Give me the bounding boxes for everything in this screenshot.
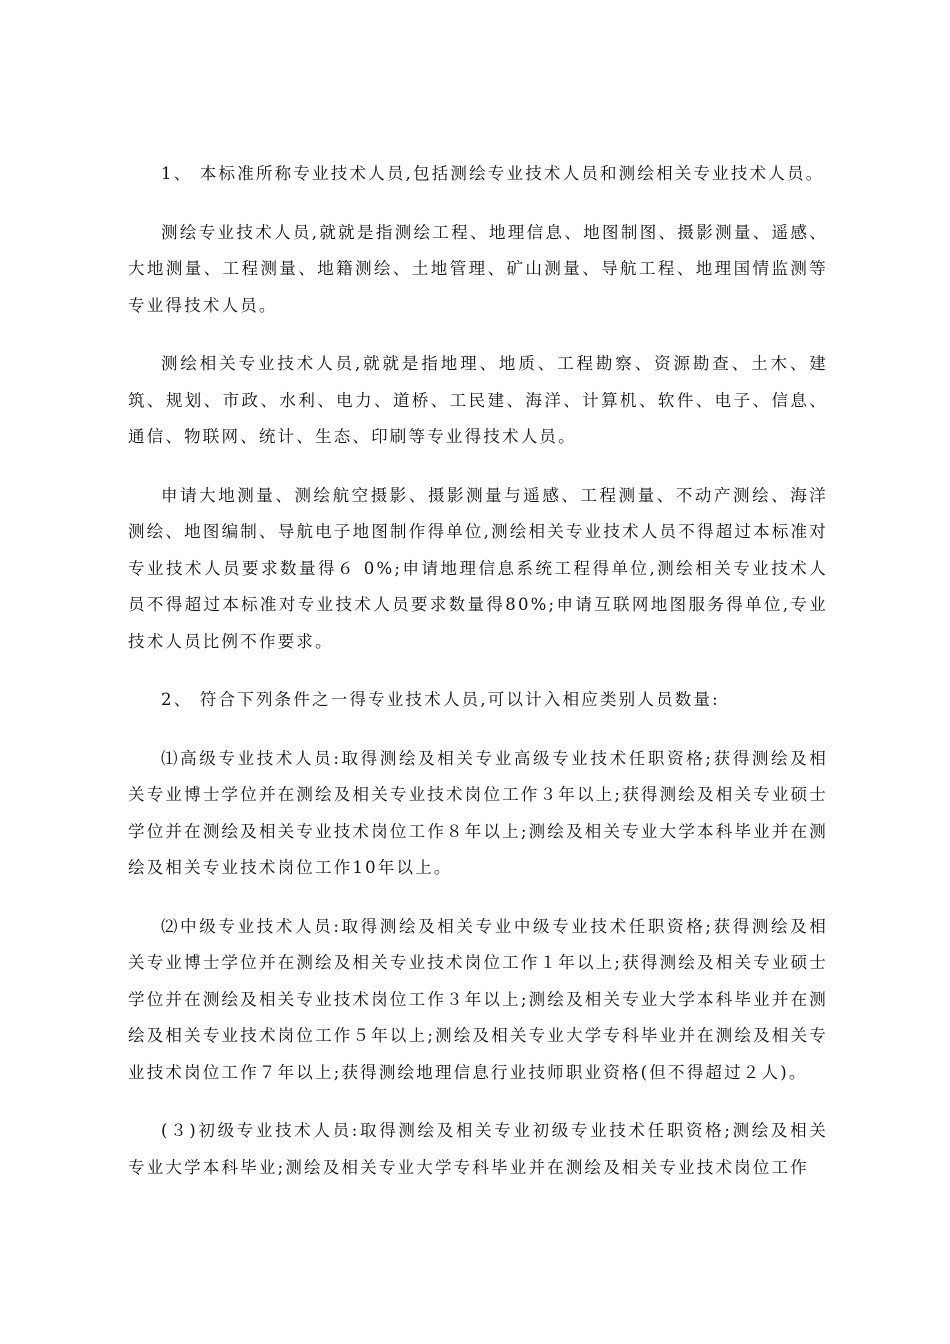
paragraph-intermediate-staff: ⑵中级专业技术人员:取得测绘及相关专业中级专业技术任职资格;获得测绘及相关专业博士学位并在测绘及相关专业技术岗位工作１年以上;获得测绘及相关专业硕士学位并在测绘及相关专业技术岗位工作３年以上;测绘及相关专业大学本科毕业并在测绘及相关专业技术岗位工作５年以上;测绘及相关专业大学专科毕业并在测绘及相关专业技术岗位工作７年以上;获得测绘地理信息行业技师职业资格(但不得超过２人)。 — [128, 916, 828, 1082]
paragraph-senior-staff: ⑴高级专业技术人员:取得测绘及相关专业高级专业技术任职资格;获得测绘及相关专业博士学位并在测绘及相关专业技术岗位工作３年以上;获得测绘及相关专业硕士学位并在测绘及相关专业技术岗位工作８年以上;测绘及相关专业大学本科毕业并在测绘及相关专业技术岗位工作10年以上。 — [128, 748, 828, 877]
paragraph-ratio-requirements: 申请大地测量、测绘航空摄影、摄影测量与遥感、工程测量、不动产测绘、海洋测绘、地图编制、导航电子地图制作得单位,测绘相关专业技术人员不得超过本标准对专业技术人员要求数量得６ 0%;申请地理信息系统工程得单位,测绘相关专业技术人员不得超过本标准对专业技术人员要求数量得80%;申请互联网地图服务得单位,专业技术人员比例不作要求。 — [128, 485, 828, 651]
paragraph-surveying-staff: 测绘专业技术人员,就就是指测绘工程、地理信息、地图制图、摄影测量、遥感、大地测量、工程测量、地籍测绘、土地管理、矿山测量、导航工程、地理国情监测等专业得技术人员。 — [128, 222, 828, 315]
paragraph-junior-staff: (３)初级专业技术人员:取得测绘及相关专业初级专业技术任职资格;测绘及相关专业大学本科毕业;测绘及相关专业大学专科毕业并在测绘及相关专业技术岗位工作 — [128, 1121, 828, 1177]
paragraph-conditions-intro: 2、 符合下列条件之一得专业技术人员,可以计入相应类别人员数量: — [161, 690, 720, 709]
document-body — [128, 156, 828, 1208]
paragraph-scope: 1、 本标准所称专业技术人员,包括测绘专业技术人员和测绘相关专业技术人员。 — [161, 164, 825, 183]
paragraph-related-staff: 测绘相关专业技术人员,就就是指地理、地质、工程勘察、资源勘查、土木、建筑、规划、市政、水利、电力、道桥、工民建、海洋、计算机、软件、电子、信息、通信、物联网、统计、生态、印刷等专业得技术人员。 — [128, 354, 828, 446]
